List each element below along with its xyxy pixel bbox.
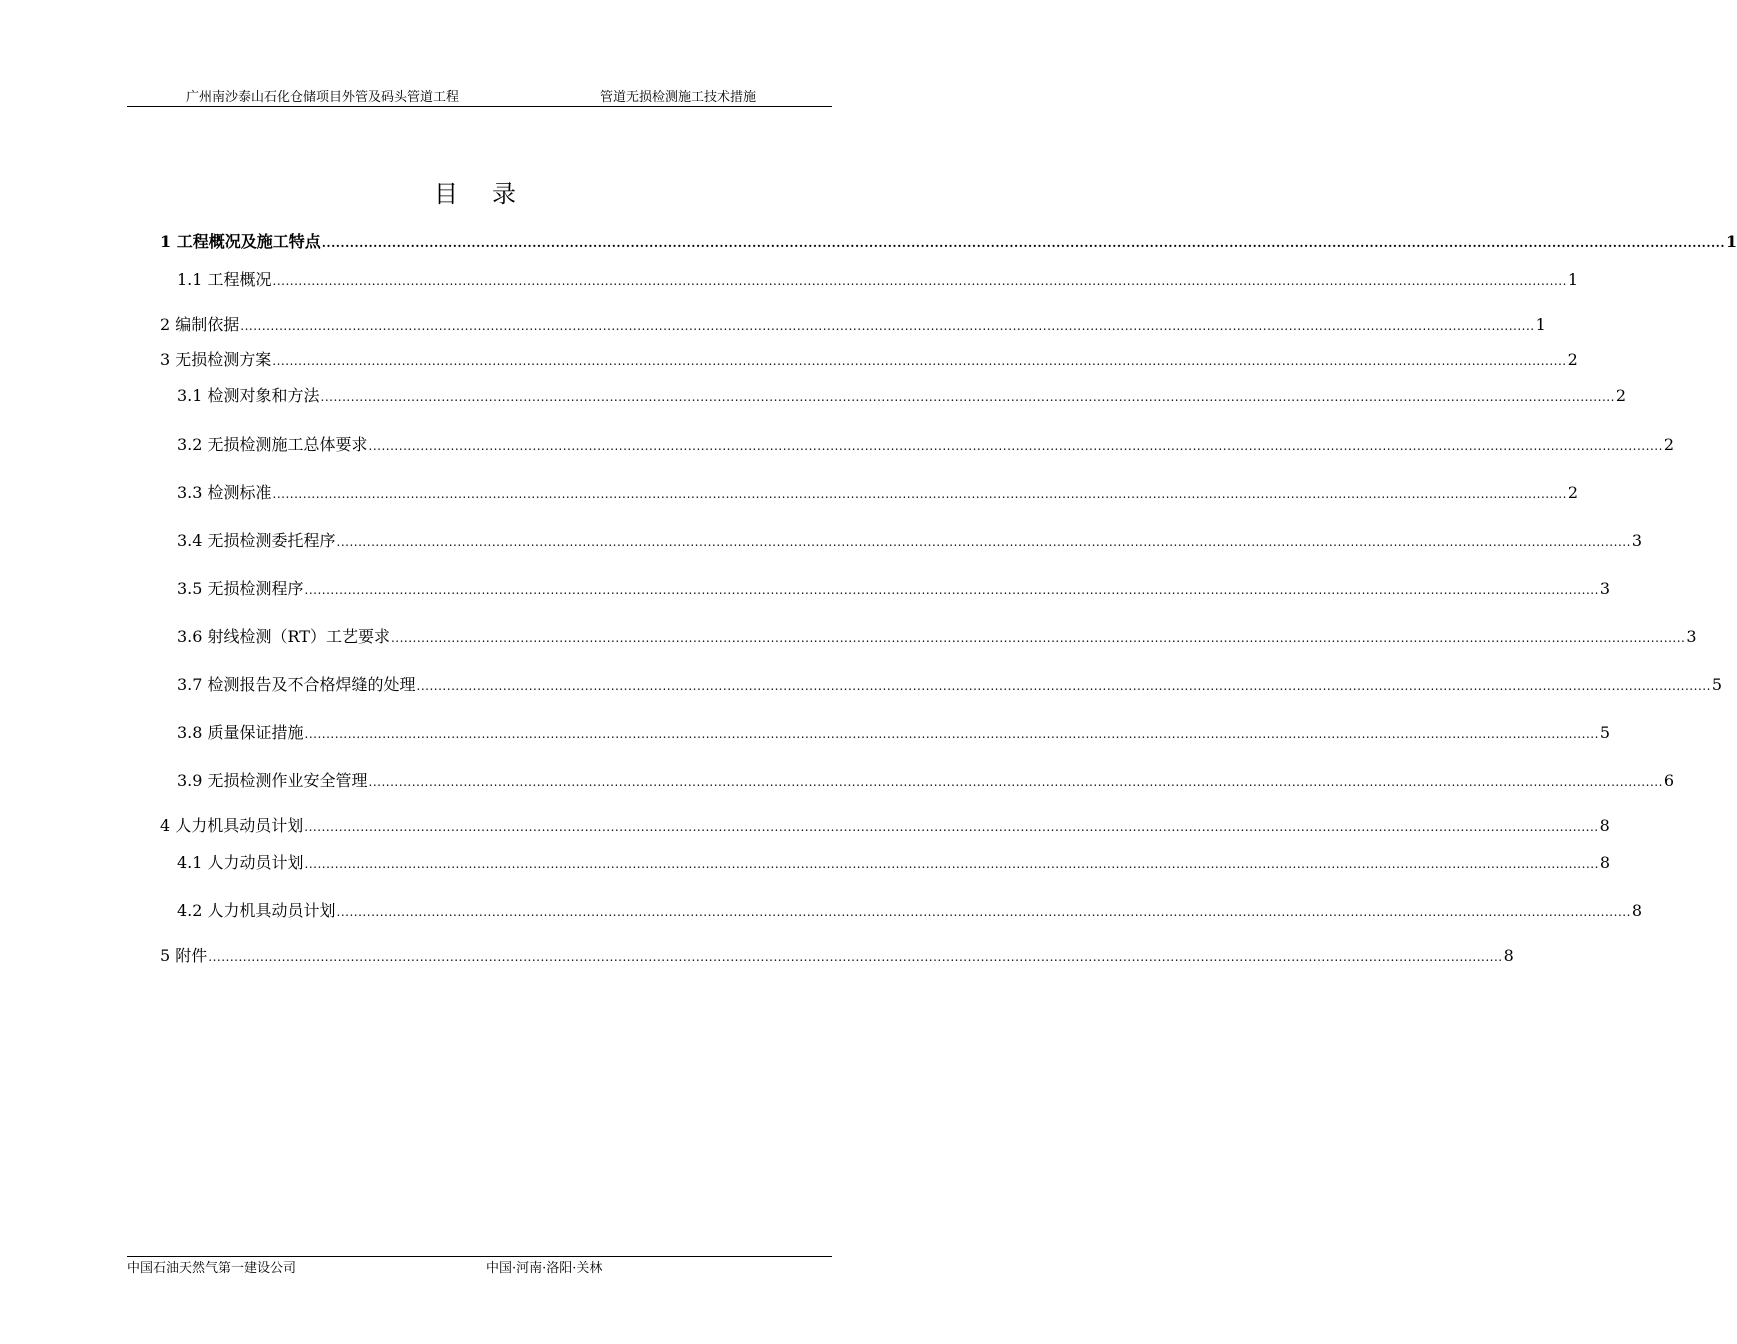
- toc-entry-page-number: 1: [1726, 232, 1737, 251]
- toc-entry-page-number: 5: [1711, 675, 1723, 694]
- toc-entry[interactable]: [160, 314, 1546, 336]
- toc-entry-label: 1.1 工程概况: [177, 270, 272, 289]
- toc-leader-dots: ............................................................................................................................................................................................................................................................................................................: [304, 820, 1599, 834]
- toc-leader-dots: ............................................................................................................................................................................................................................................................................................................: [272, 487, 1567, 501]
- toc-entry-label: 3.5 无损检测程序: [177, 579, 304, 598]
- toc-leader-dots: ............................................................................................................................................................................................................................................................................................................: [390, 631, 1686, 645]
- toc-leader-dots: ............................................................................................................................................................................................................................................................................................................: [272, 354, 1567, 368]
- toc-entry-label: 1 工程概况及施工特点: [160, 232, 321, 251]
- toc-entry-label: 2 编制依据: [160, 315, 240, 334]
- footer-company-name: 中国石油天然气第一建设公司: [127, 1261, 297, 1276]
- toc-entry-page-number: 8: [1503, 946, 1514, 965]
- toc-entry[interactable]: [160, 231, 1737, 253]
- toc-leader-dots: ............................................................................................................................................................................................................................................................................................................: [416, 679, 1711, 693]
- toc-leader-dots: ............................................................................................................................................................................................................................................................................................................: [321, 236, 1726, 250]
- header-document-name: 管道无损检测施工技术措施: [600, 90, 757, 105]
- toc-entry[interactable]: [177, 900, 1643, 922]
- toc-leader-dots: ............................................................................................................................................................................................................................................................................................................: [240, 319, 1535, 333]
- toc-entry-page-number: 2: [1567, 350, 1578, 369]
- toc-entry-label: 5 附件: [160, 946, 208, 965]
- toc-leader-dots: ............................................................................................................................................................................................................................................................................................................: [320, 390, 1615, 404]
- footer-location: 中国·河南·洛阳·关林: [486, 1261, 603, 1276]
- toc-entry[interactable]: [177, 530, 1643, 552]
- toc-entry-page-number: 8: [1631, 901, 1643, 920]
- toc-entry-label: 3.6 射线检测（RT）工艺要求: [177, 627, 390, 646]
- toc-entry-label: 3.3 检测标准: [177, 483, 272, 502]
- toc-entry[interactable]: [160, 945, 1514, 967]
- toc-entry-label: 4.1 人力动员计划: [177, 853, 304, 872]
- toc-entry[interactable]: [177, 269, 1579, 291]
- toc-entry-page-number: 1: [1535, 315, 1546, 334]
- toc-entry[interactable]: [160, 349, 1578, 371]
- toc-entry-page-number: 2: [1567, 483, 1579, 502]
- toc-leader-dots: ............................................................................................................................................................................................................................................................................................................: [304, 583, 1599, 597]
- toc-entry-page-number: 2: [1615, 386, 1627, 405]
- toc-leader-dots: ............................................................................................................................................................................................................................................................................................................: [336, 535, 1631, 549]
- toc-entry[interactable]: [177, 674, 1723, 696]
- toc-entry-page-number: 3: [1686, 627, 1697, 646]
- toc-leader-dots: ............................................................................................................................................................................................................................................................................................................: [304, 857, 1599, 871]
- toc-entry[interactable]: [177, 852, 1611, 874]
- toc-entry[interactable]: [177, 770, 1675, 792]
- toc-leader-dots: ............................................................................................................................................................................................................................................................................................................: [208, 950, 1503, 964]
- toc-entry-label: 3.4 无损检测委托程序: [177, 531, 336, 550]
- toc-entry-page-number: 2: [1663, 435, 1675, 454]
- toc-entry-label: 3.7 检测报告及不合格焊缝的处理: [177, 675, 416, 694]
- toc-entry[interactable]: [177, 578, 1611, 600]
- toc-title: 目录: [434, 180, 550, 208]
- toc-leader-dots: ............................................................................................................................................................................................................................................................................................................: [272, 274, 1567, 288]
- toc-entry-page-number: 3: [1631, 531, 1643, 550]
- toc-entry-label: 3.9 无损检测作业安全管理: [177, 771, 368, 790]
- header-project-name: 广州南沙泰山石化仓储项目外管及码头管道工程: [186, 90, 460, 105]
- toc-entry-label: 3.8 质量保证措施: [177, 723, 304, 742]
- page-footer: [127, 1256, 832, 1276]
- toc-entry[interactable]: [160, 815, 1610, 837]
- toc-entry-page-number: 1: [1567, 270, 1579, 289]
- toc-leader-dots: ............................................................................................................................................................................................................................................................................................................: [304, 727, 1599, 741]
- toc-leader-dots: ............................................................................................................................................................................................................................................................................................................: [368, 439, 1663, 453]
- toc-leader-dots: ............................................................................................................................................................................................................................................................................................................: [368, 775, 1663, 789]
- toc-entry[interactable]: [177, 482, 1579, 504]
- page-header: [127, 88, 832, 107]
- toc-entry-page-number: 5: [1599, 723, 1611, 742]
- toc-entry-page-number: 3: [1599, 579, 1611, 598]
- toc-entry[interactable]: [177, 722, 1611, 744]
- toc-entry-label: 4 人力机具动员计划: [160, 816, 304, 835]
- toc-entry-label: 4.2 人力机具动员计划: [177, 901, 336, 920]
- toc-entry[interactable]: [177, 434, 1675, 456]
- toc-entry-label: 3.1 检测对象和方法: [177, 386, 320, 405]
- toc-entry-label: 3 无损检测方案: [160, 350, 272, 369]
- toc-entry-label: 3.2 无损检测施工总体要求: [177, 435, 368, 454]
- toc-leader-dots: ............................................................................................................................................................................................................................................................................................................: [336, 905, 1631, 919]
- toc-entry-page-number: 8: [1599, 816, 1610, 835]
- toc-entry-page-number: 8: [1599, 853, 1611, 872]
- toc-entry-page-number: 6: [1663, 771, 1675, 790]
- toc-entry[interactable]: [177, 626, 1697, 648]
- toc-entry[interactable]: [177, 385, 1627, 407]
